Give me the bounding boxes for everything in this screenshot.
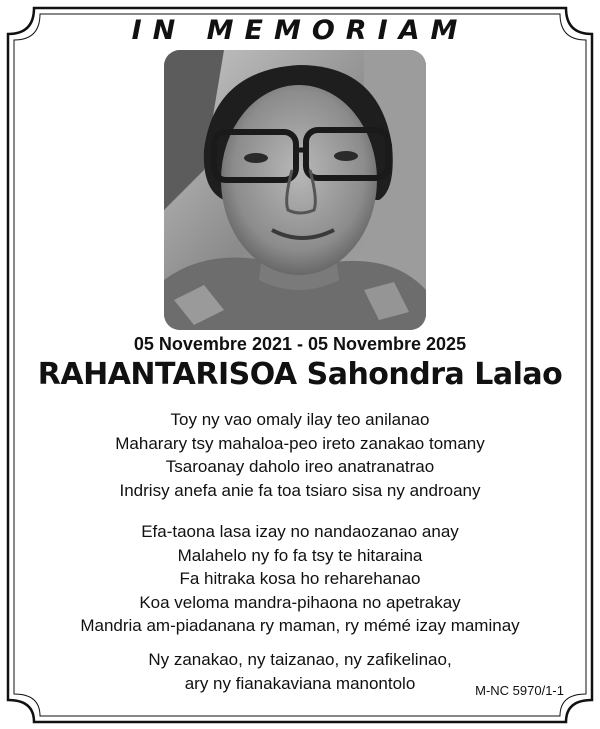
poem-line: Maharary tsy mahaloa-peo ireto zanakao tomany (115, 433, 485, 453)
poem-line: Koa veloma mandra-pihaona no apetrakay (139, 592, 461, 612)
poem-line: Fa hitraka kosa ho reharehanao (179, 569, 421, 588)
reference-code: M-NC 5970/1-1 (475, 683, 564, 698)
poem-line: Mandria am-piadanana ry maman, ry mémé izay maminay (80, 616, 520, 635)
poem-line: Toy ny vao omaly ilay teo anilanao (170, 410, 430, 429)
poem-line: Efa-taona lasa izay no nandaozanao anay (141, 522, 459, 541)
poem-line: Malahelo ny fo fa tsy te hitaraina (177, 545, 423, 565)
portrait-photo (164, 50, 426, 330)
poem-stanza-2 (0, 520, 600, 638)
poem-line: Indrisy anefa anie fa toa tsiaro sisa ny androany (119, 480, 481, 500)
deceased-name: RAHANTARISOA Sahondra Lalao (37, 357, 563, 392)
signature-line: Ny zanakao, ny taizanao, ny zafikelinao, (148, 650, 452, 669)
in-memoriam-title: IN MEMORIAM (131, 15, 469, 46)
signature-line: ary ny fianakaviana manontolo (184, 673, 416, 693)
life-dates: 05 Novembre 2021 - 05 Novembre 2025 (133, 334, 467, 354)
poem-stanza-1 (0, 408, 600, 502)
portrait-image (164, 50, 426, 330)
poem-line: Tsaroanay daholo ireo anatranatrao (165, 457, 435, 476)
